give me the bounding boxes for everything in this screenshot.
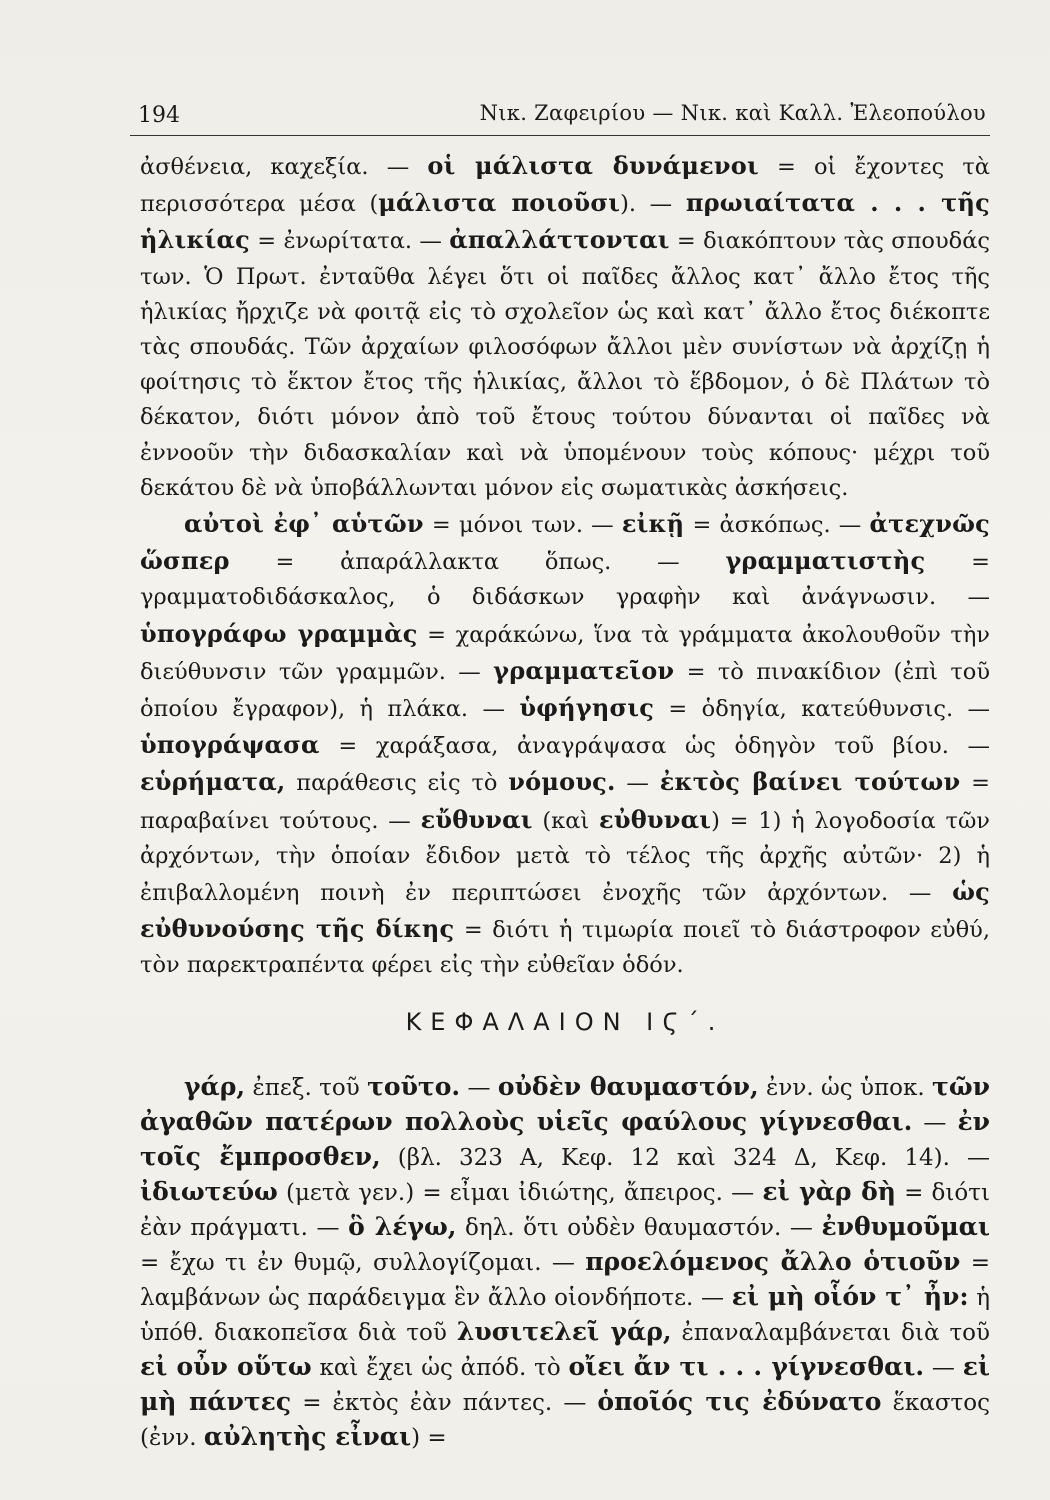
running-head: Νικ. Ζαφειρίου — Νικ. καὶ Καλλ. Ἐλεοπούλου [479, 101, 986, 125]
chapter-heading: ΚΕΦΑΛΑΙΟΝ ΙϚ΄. [405, 1008, 725, 1036]
lemma-term: ἰδιωτεύω [140, 1177, 278, 1206]
commentary-paragraph-1 [140, 148, 990, 506]
gloss-text: = μόνοι των. — [423, 512, 622, 539]
lemma-term: αὐτοὶ ἐφ᾿ αὑτῶν [184, 509, 424, 539]
gloss-text: = διακόπτουν τὰς σπουδάς των. Ὁ Πρωτ. ἐνταῦθα λέγει ὅτι οἱ παῖδες ἄλλος κατ᾿ ἄλλο ἔτος τῆς ἡλικίας ἤρχιζε νὰ φοιτᾷ εἰς τὸ σχολεῖον ὡς καὶ κατ᾿ ἄλλο ἔτος διέκοπτε τὰς σπουδάς. Τῶν ἀρχαίων φιλοσόφων ἄλλοι μὲν συνίστων νὰ ἀρχίζῃ ἡ φοίτησις τὸ ἕκτον ἔτος τῆς ἡλικίας, ἄλλοι τὸ ἕβδομον, ὁ δὲ Πλάτων τὸ δέκατον, διότι μόνον ἀπὸ τοῦ ἔτους τούτου δύνανται οἱ παῖδες νὰ ἐννοοῦν τὴν διδασκαλίαν καὶ νὰ ὑπομένουν τοὺς κόπους· μέχρι τοῦ δεκάτου δὲ νὰ ὑποβάλλωνται μόνον εἰς σωματικὰς ἀσκήσεις. [140, 228, 990, 501]
lemma-term: εἰ οὖν οὕτω [140, 1352, 312, 1381]
lemma-term: λυσιτελεῖ γάρ, [456, 1317, 672, 1346]
chapter-commentary [140, 1070, 990, 1455]
gloss-text: = χαράκώνω, ἵνα τὰ γράμματα ἀκολουθοῦν τὴν διεύθυνσιν τῶν γραμμῶν. — [140, 621, 990, 685]
gloss-text: ἀσθένεια, καχεξία. — [140, 154, 428, 180]
gloss-text: δηλ. ὅτι οὐδὲν θαυμαστόν. — [456, 1215, 822, 1241]
gloss-text: (βλ. 323 Α, Κεφ. 12 καὶ 324 Δ, Κεφ. 14). — [380, 1145, 990, 1171]
gloss-text: (καὶ [532, 807, 600, 834]
gloss-text: ). — [620, 191, 686, 218]
commentary-paragraph-2 [140, 506, 990, 984]
lemma-term: ὁποῖός τις ἐδύνατο [597, 1387, 882, 1416]
lemma-term: τῶν ἀγαθῶν πατέρων πολλοὺς υἱεῖς φαύλους γίγνεσθαι. [140, 1072, 991, 1136]
gloss-text: = ἀπαράλλακτα ὅπως. — [229, 549, 726, 576]
gloss-text: = ὁδηγία, κατεύθυνσις. — [654, 696, 990, 723]
lemma-term: εἰ γὰρ δὴ [762, 1177, 896, 1206]
lemma-term: οἴει ἄν τι . . . γίγνεσθαι. [568, 1352, 925, 1381]
gloss-text: = γραμματοδιδάσκαλος, ὁ διδάσκων γραφὴν καὶ ἀνάγνωσιν. — [140, 549, 990, 611]
gloss-text: ) = [411, 1425, 447, 1451]
gloss-text: = ἐνωρίτατα. — [249, 228, 450, 255]
lemma-term: εὑρήματα, [140, 767, 286, 797]
gloss-text: = διότι ἐὰν πράγματι. — [140, 1180, 990, 1241]
lemma-term: γραμματιστὴς [725, 546, 926, 576]
gloss-text: = ἔχω τι ἐν θυμῷ, συλλογίζομαι. — [140, 1250, 586, 1276]
gloss-text: = παραβαίνει τούτους. — [140, 770, 990, 834]
lemma-term: μάλιστα ποιοῦσι [378, 188, 621, 218]
lemma-term: ἐνθυμοῦμαι [821, 1212, 990, 1241]
gloss-text: — [460, 1075, 498, 1101]
gloss-text: ἡ ὑπόθ. διακοπεῖσα διὰ τοῦ [140, 1285, 991, 1346]
lemma-term: οὐδὲν θαυμαστόν, [497, 1072, 759, 1101]
gloss-text: = τὸ πινακίδιον (ἐπὶ τοῦ ὁποίου ἔγραφον), ἡ πλάκα. — [140, 658, 990, 723]
gloss-text: ἐνν. ὡς ὑποκ. [758, 1075, 933, 1101]
page-number: 194 [138, 103, 180, 128]
gloss-text: ἐπαναλαμβάνεται διὰ τοῦ [671, 1320, 990, 1346]
gloss-text: = ἀσκόπως. — [684, 512, 870, 539]
lemma-term: εἰ μὴ πάντες [140, 1352, 991, 1416]
lemma-term: ὃ λέγω, [348, 1212, 457, 1241]
gloss-text: ) = 1) ἡ λογοδοσία τῶν ἀρχόντων, τὴν ὁποίαν ἔδιδον μετὰ τὸ τέλος τῆς ἀρχῆς αὐτῶν· 2) ἡ ἐπιβαλλομένη ποινὴ ἐν περιπτώσει ἐνοχῆς τῶν ἀρχόντων. — [140, 807, 990, 907]
lemma-term: ὑφήγησις [519, 693, 655, 723]
gloss-text: — [615, 770, 660, 797]
lemma-term: νόμους. [508, 767, 616, 797]
lemma-term: ὑπογράψασα [140, 730, 320, 760]
gloss-text: ἐπεξ. τοῦ [245, 1075, 368, 1101]
gloss-text: = χαράξασα, ἀναγράψασα ὡς ὁδηγὸν τοῦ βίου. — [319, 733, 990, 760]
lemma-term: εἰ μὴ οἷόν τ᾿ ἦν: [731, 1282, 969, 1311]
lemma-term: γάρ, [184, 1072, 246, 1101]
lemma-term: ὡς εὐθυνούσης τῆς δίκης [140, 877, 990, 944]
gloss-text: = διότι ἡ τιμωρία ποιεῖ τὸ διάστροφον εὐθύ, τὸν παρεκτραπέντα φέρει εἰς τὴν εὐθεῖαν ὁδόν. [140, 917, 990, 979]
page-header [130, 95, 990, 136]
gloss-text: = ἐκτὸς ἐὰν πάντες. — [291, 1390, 598, 1416]
lemma-term: ἀτεχνῶς ὥσπερ [140, 509, 990, 576]
lemma-term: ἀπαλλάττονται [449, 225, 670, 255]
gloss-text: παράθεσις εἰς τὸ [285, 770, 509, 797]
gloss-text: καὶ ἔχει ὡς ἀπόδ. τὸ [311, 1355, 569, 1381]
lemma-term: εὐθυναι [599, 804, 712, 834]
commentary-section [140, 148, 990, 984]
gloss-text: = λαμβάνων ὡς παράδειγμα ἓν ἄλλο οἱονδήποτε. — [140, 1250, 990, 1311]
lemma-term: τοῦτο. [367, 1072, 461, 1101]
lemma-term: ἐκτὸς βαίνει τούτων [659, 767, 961, 797]
lemma-term: οἱ μάλιστα δυνάμενοι [427, 151, 759, 180]
gloss-text: — [924, 1355, 963, 1381]
lemma-term: ὑπογράφω γραμμὰς [140, 618, 418, 648]
gloss-text: — [912, 1110, 958, 1136]
gloss-text: (μετὰ γεν.) = εἶμαι ἰδιώτης, ἄπειρος. — [277, 1180, 763, 1206]
chapter-paragraph-1 [140, 1070, 990, 1455]
lemma-term: προελόμενος ἄλλο ὁτιοῦν [585, 1247, 961, 1276]
gloss-text: ἕκαστος (ἐνν. [140, 1390, 990, 1451]
lemma-term: εὔθυναι [420, 804, 533, 834]
lemma-term: ἐν τοῖς ἔμπροσθεν, [140, 1107, 991, 1171]
gloss-text: = οἱ ἔχοντες τὰ περισσότερα μέσα ( [140, 154, 991, 218]
lemma-term: εἰκῇ [621, 509, 685, 539]
lemma-term: πρωιαίτατα . . . τῆς ἡλικίας [140, 188, 990, 255]
lemma-term: αὐλητὴς εἶναι [203, 1422, 412, 1451]
lemma-term: γραμματεῖον [493, 655, 675, 685]
